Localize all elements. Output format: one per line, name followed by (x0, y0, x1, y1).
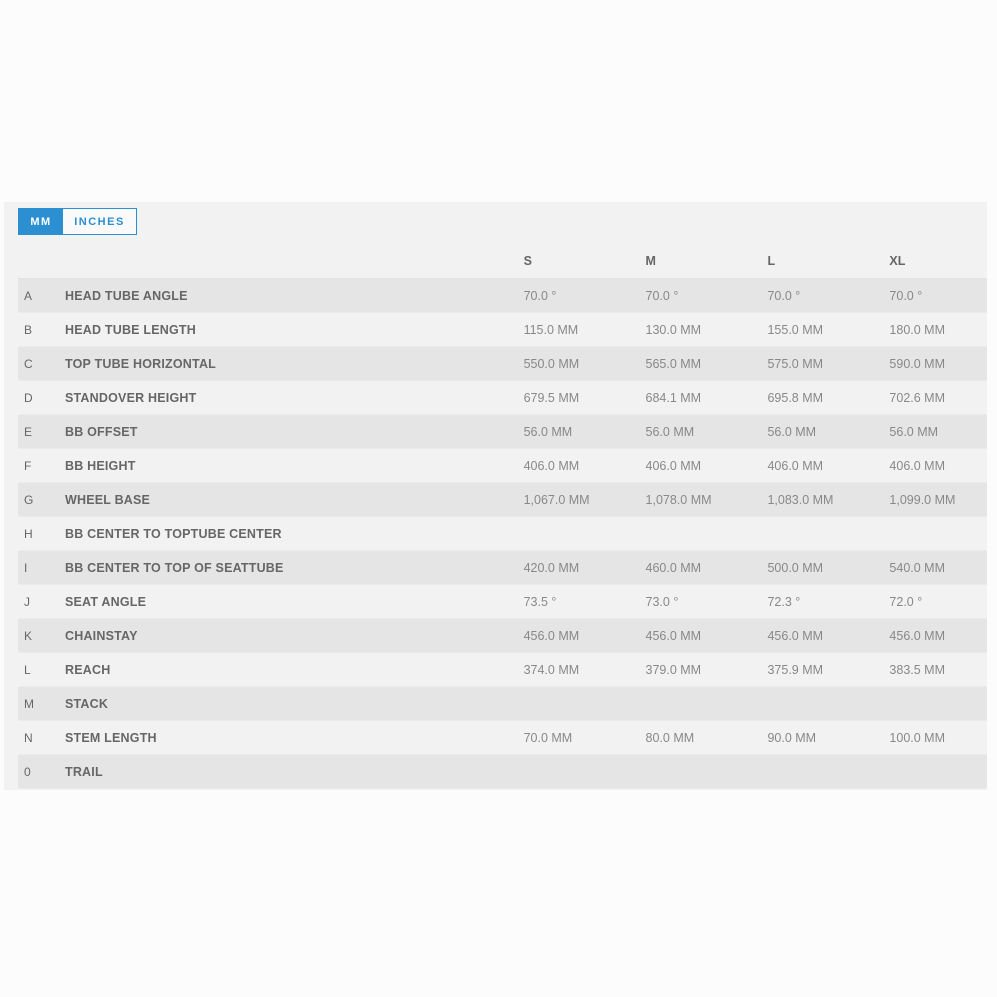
row-value-m: 1,078.0 MM (645, 492, 712, 507)
row-value-xl: 70.0 ° (889, 288, 923, 303)
table-header-row (18, 244, 987, 279)
row-value-xl: 590.0 MM (889, 356, 946, 371)
row-value-m: 460.0 MM (645, 560, 702, 575)
row-value-s: 70.0 MM (523, 730, 573, 745)
row-letter: M (24, 696, 34, 711)
mm-unit-button[interactable]: MM (19, 209, 63, 234)
row-value-m: 379.0 MM (645, 662, 702, 677)
row-letter: H (24, 526, 33, 541)
row-letter: C (24, 356, 33, 371)
table-row (18, 449, 987, 483)
row-value-xl: 1,099.0 MM (889, 492, 956, 507)
row-value-xl: 56.0 MM (889, 424, 939, 439)
table-row (18, 313, 987, 347)
row-measurement-name: CHAINSTAY (64, 628, 138, 643)
row-value-s: 550.0 MM (523, 356, 580, 371)
table-row (18, 551, 987, 585)
row-value-m: 456.0 MM (645, 628, 702, 643)
row-value-l: 1,083.0 MM (767, 492, 834, 507)
row-value-s: 73.5 ° (523, 594, 557, 609)
row-value-xl: 72.0 ° (889, 594, 923, 609)
row-value-m: 80.0 MM (645, 730, 695, 745)
row-measurement-name: WHEEL BASE (64, 492, 151, 507)
row-value-s: 115.0 MM (523, 322, 579, 337)
row-letter: B (24, 322, 33, 337)
table-row (18, 755, 987, 789)
row-letter: 0 (24, 764, 31, 779)
row-value-l: 155.0 MM (767, 322, 824, 337)
geometry-panel (4, 202, 987, 790)
table-row (18, 415, 987, 449)
row-measurement-name: TOP TUBE HORIZONTAL (64, 356, 217, 371)
row-value-s: 406.0 MM (523, 458, 580, 473)
table-row (18, 721, 987, 755)
row-value-l: 500.0 MM (767, 560, 824, 575)
table-row (18, 653, 987, 687)
table-row (18, 517, 987, 551)
row-measurement-name: HEAD TUBE LENGTH (64, 322, 196, 337)
row-value-m: 56.0 MM (645, 424, 695, 439)
row-measurement-name: STACK (64, 696, 109, 711)
row-value-m: 406.0 MM (645, 458, 702, 473)
row-value-xl: 702.6 MM (889, 390, 946, 405)
table-row (18, 483, 987, 517)
row-value-l: 90.0 MM (767, 730, 817, 745)
table-row (18, 279, 987, 313)
row-value-xl: 540.0 MM (889, 560, 946, 575)
row-value-l: 456.0 MM (767, 628, 824, 643)
row-value-s: 456.0 MM (523, 628, 580, 643)
row-value-m: 130.0 MM (645, 322, 702, 337)
row-measurement-name: SEAT ANGLE (64, 594, 147, 609)
row-value-s: 420.0 MM (523, 560, 580, 575)
row-letter: K (24, 628, 33, 643)
row-letter: D (24, 390, 33, 405)
row-letter: G (24, 492, 34, 507)
size-header-xl: XL (889, 254, 906, 268)
row-value-s: 679.5 MM (523, 390, 580, 405)
row-value-xl: 406.0 MM (889, 458, 946, 473)
row-measurement-name: BB OFFSET (64, 424, 138, 439)
table-row (18, 381, 987, 415)
row-value-l: 375.9 MM (767, 662, 824, 677)
row-measurement-name: REACH (64, 662, 111, 677)
row-letter: I (24, 560, 28, 575)
row-measurement-name: TRAIL (64, 764, 103, 779)
row-letter: E (24, 424, 33, 439)
row-value-s: 374.0 MM (523, 662, 580, 677)
inches-unit-button[interactable]: INCHES (63, 209, 136, 234)
row-measurement-name: BB CENTER TO TOP OF SEATTUBE (64, 560, 284, 575)
row-value-m: 565.0 MM (645, 356, 702, 371)
row-measurement-name: STANDOVER HEIGHT (64, 390, 197, 405)
row-value-xl: 100.0 MM (889, 730, 946, 745)
table-row (18, 585, 987, 619)
row-letter: F (24, 458, 32, 473)
row-value-l: 406.0 MM (767, 458, 824, 473)
row-value-l: 695.8 MM (767, 390, 824, 405)
geometry-table (18, 244, 987, 789)
row-measurement-name: STEM LENGTH (64, 730, 157, 745)
row-value-l: 72.3 ° (767, 594, 801, 609)
row-letter: J (24, 594, 30, 609)
row-value-m: 684.1 MM (645, 390, 702, 405)
table-row (18, 687, 987, 721)
row-measurement-name: HEAD TUBE ANGLE (64, 288, 188, 303)
row-value-xl: 456.0 MM (889, 628, 946, 643)
row-value-l: 56.0 MM (767, 424, 817, 439)
row-value-l: 575.0 MM (767, 356, 824, 371)
row-letter: N (24, 730, 33, 745)
unit-toggle (18, 208, 137, 235)
row-value-s: 1,067.0 MM (523, 492, 590, 507)
size-header-m: M (645, 254, 656, 268)
row-value-m: 73.0 ° (645, 594, 679, 609)
row-value-s: 56.0 MM (523, 424, 573, 439)
row-letter: L (24, 662, 31, 677)
row-value-xl: 383.5 MM (889, 662, 946, 677)
row-value-l: 70.0 ° (767, 288, 801, 303)
table-row (18, 619, 987, 653)
row-letter: A (24, 288, 33, 303)
size-header-l: L (767, 254, 776, 268)
table-row (18, 347, 987, 381)
row-value-s: 70.0 ° (523, 288, 557, 303)
row-value-m: 70.0 ° (645, 288, 679, 303)
size-header-s: S (523, 254, 532, 268)
row-measurement-name: BB CENTER TO TOPTUBE CENTER (64, 526, 282, 541)
row-value-xl: 180.0 MM (889, 322, 946, 337)
row-measurement-name: BB HEIGHT (64, 458, 136, 473)
